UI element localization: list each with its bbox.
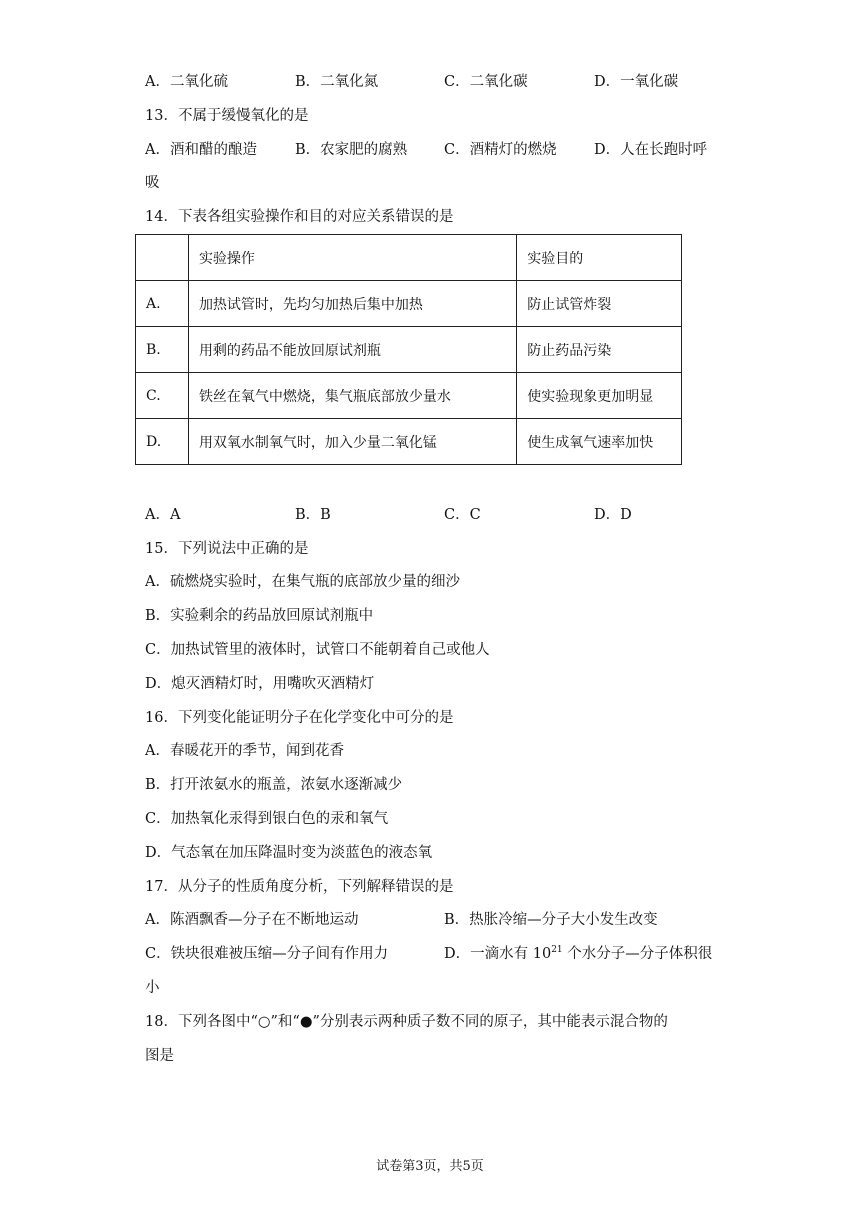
table-cell: 用剩的药品不能放回原试剂瓶 [188,327,516,373]
table-row [136,281,682,327]
q13-stem: 13．不属于缓慢氧化的是 [145,108,309,124]
q15-option-c: C．加热试管里的液体时，试管口不能朝着自己或他人 [145,642,490,658]
q16-option-b: B．打开浓氨水的瓶盖，浓氨水逐渐减少 [145,777,403,793]
table-cell: 加热试管时，先均匀加热后集中加热 [188,281,516,327]
q13-option-b: B．农家肥的腐熟 [295,142,408,158]
q17-option-d [444,944,712,964]
q17-option-d-text: D．一滴水有 10 [444,946,552,962]
q13-option-a: A．酒和醋的酿造 [145,142,257,158]
table-header-cell [136,235,189,281]
q15-stem: 15．下列说法中正确的是 [145,541,309,557]
table-header-cell: 实验操作 [188,235,516,281]
q13-option-d: D．人在长跑时呼 [594,142,708,158]
q14-option-b: B．B [295,507,331,523]
q12-option-d: D．一氧化碳 [594,74,679,90]
q14-option-a: A．A [145,507,181,523]
table-cell: 防止药品污染 [517,327,682,373]
experiment-table [135,234,682,465]
table-header-cell: 实验目的 [517,235,682,281]
q14-option-c: C．C [444,507,481,523]
q13-option-d-wrap: 吸 [145,175,160,191]
q17-option-a: A．陈酒飘香—分子在不断地运动 [145,912,359,928]
q16-stem: 16．下列变化能证明分子在化学变化中可分的是 [145,710,454,726]
table-cell: A. [136,281,189,327]
table-cell: B. [136,327,189,373]
table-row [136,327,682,373]
q17-stem: 17．从分子的性质角度分析，下列解释错误的是 [145,879,454,895]
q15-option-b: B．实验剩余的药品放回原试剂瓶中 [145,608,374,624]
table-row [136,373,682,419]
q17-option-c: C．铁块很难被压缩—分子间有作用力 [145,946,389,962]
table-cell: 铁丝在氧气中燃烧，集气瓶底部放少量水 [188,373,516,419]
q18-stem-line2: 图是 [145,1048,174,1064]
table-cell: 用双氧水制氧气时，加入少量二氧化锰 [188,419,516,465]
q16-option-a: A．春暖花开的季节，闻到花香 [145,743,344,759]
exponent: 21 [551,945,563,955]
q15-option-d: D．熄灭酒精灯时，用嘴吹灭酒精灯 [145,676,375,692]
q17-option-b: B．热胀冷缩—分子大小发生改变 [444,912,658,928]
table-cell: D. [136,419,189,465]
table-cell: 使生成氧气速率加快 [517,419,682,465]
q12-option-b: B．二氧化氮 [295,74,379,90]
q17-option-d-text-rest: 个水分子—分子体积很 [562,946,713,962]
table-header-row [136,235,682,281]
q12-option-a: A．二氧化硫 [145,74,228,90]
table-cell: 使实验现象更加明显 [517,373,682,419]
table-cell: 防止试管炸裂 [517,281,682,327]
table-cell: C. [136,373,189,419]
q12-option-c: C．二氧化碳 [444,74,528,90]
table-row [136,419,682,465]
q15-option-a: A．硫燃烧实验时，在集气瓶的底部放少量的细沙 [145,574,460,590]
q14-stem: 14．下表各组实验操作和目的对应关系错误的是 [145,209,454,225]
q17-option-d-wrap: 小 [145,980,160,996]
q14-option-d: D．D [594,507,632,523]
page-footer: 试卷第3页，共5页 [376,1159,484,1174]
q18-stem-line1: 18．下列各图中“○”和“●”分别表示两种质子数不同的原子，其中能表示混合物的 [145,1014,668,1030]
q16-option-c: C．加热氧化汞得到银白色的汞和氧气 [145,811,389,827]
q16-option-d: D．气态氧在加压降温时变为淡蓝色的液态氧 [145,845,433,861]
q13-option-c: C．酒精灯的燃烧 [444,142,557,158]
